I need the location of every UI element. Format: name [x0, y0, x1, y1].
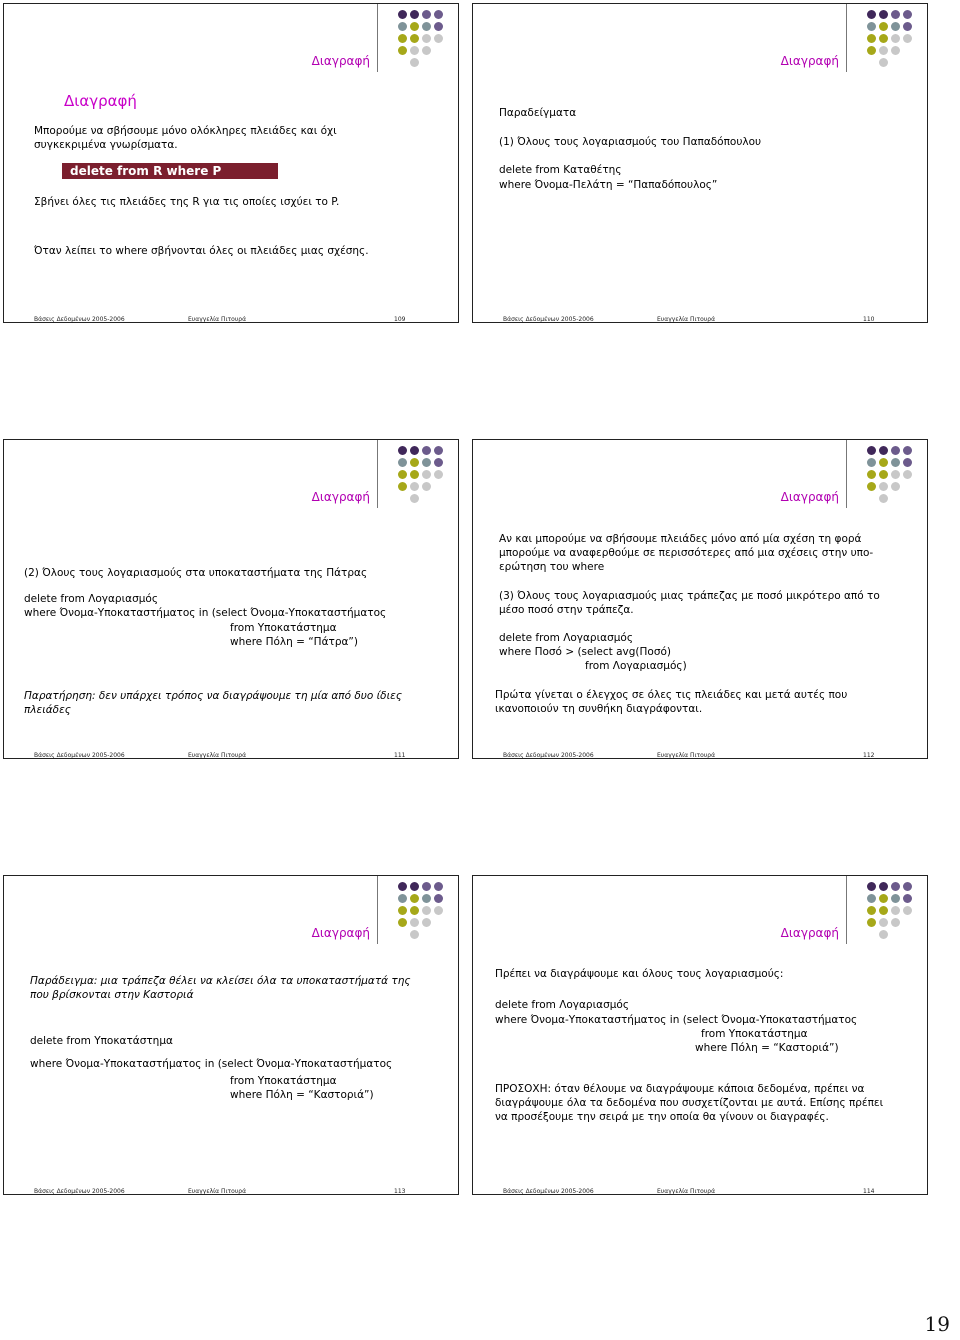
sql-line: from Υποκατάστημα	[230, 1075, 337, 1087]
divider-line	[846, 876, 847, 944]
sql-line: where Πόλη = “Πάτρα”)	[230, 636, 358, 648]
slide-title: Διαγραφή	[780, 54, 839, 68]
decorative-dots	[398, 882, 444, 939]
decorative-dots	[867, 882, 913, 939]
sql-line: where Όνομα-Υποκαταστήματος in (select Όνομα-Υποκαταστήματος	[30, 1058, 393, 1070]
text-line: ΠΡΟΣΟΧΗ: όταν θέλουμε να διαγράψουμε κάποια δεδομένα, πρέπει να	[495, 1083, 865, 1095]
text-line: (2) Όλους τους λογαριασμούς στα υποκαταστήματα της Πάτρας	[24, 567, 368, 579]
sql-line: where Όνομα-Υποκαταστήματος in (select Όνομα-Υποκαταστήματος	[495, 1014, 858, 1026]
sql-line: where Όνομα-Πελάτη = “Παπαδόπουλος”	[499, 179, 718, 191]
sql-line: delete from Καταθέτης	[499, 164, 622, 176]
slide-title: Διαγραφή	[311, 54, 370, 68]
slide-title: Διαγραφή	[780, 926, 839, 940]
text-line: Αν και μπορούμε να σβήσουμε πλειάδες μόνο από μία σχέση τη φορά	[499, 533, 862, 545]
slide-110: Διαγραφή Παραδείγματα (1) Όλους τους λογαριασμούς του Παπαδόπουλου delete from Καταθέτης where Όνομα-Πελάτη = “Παπαδόπουλος” Βάσεις Δεδομένων 2005-2006 Ευαγγελία Πιτουρά 110	[472, 3, 928, 323]
sql-line: where Όνομα-Υποκαταστήματος in (select Όνομα-Υποκαταστήματος	[24, 607, 387, 619]
text-line: να προσέξουμε την σειρά με την οποία θα γίνουν οι διαγραφές.	[495, 1111, 829, 1123]
slide-heading: Διαγραφή	[64, 92, 137, 110]
sql-line: where Πόλη = “Καστοριά”)	[695, 1042, 839, 1054]
text-line: (1) Όλους τους λογαριασμούς του Παπαδόπουλου	[499, 136, 762, 148]
slide-113: Διαγραφή Παράδειγμα: μια τράπεζα θέλει να κλείσει όλα τα υποκαταστήματά της που βρίσκονται στην Καστοριά delete from Υποκατάστημα where Όνομα-Υποκαταστήματος in (select Όνομα-Υποκαταστήματος from Υποκατάστημα where Πόλη = “Καστοριά”) Βάσεις Δεδομένων 2005-2006 Ευαγγελία Πιτουρά 113	[3, 875, 459, 1195]
slide-114: Διαγραφή Πρέπει να διαγράψουμε και όλους τους λογαριασμούς: delete from Λογαριασμός where Όνομα-Υποκαταστήματος in (select Όνομα-Υποκαταστήματος from Υποκατάστημα where Πόλη = “Καστοριά”) ΠΡΟΣΟΧΗ: όταν θέλουμε να διαγράψουμε κάποια δεδομένα, πρέπει να διαγράψουμε όλα τα δεδομένα που συσχετίζονται με αυτά. Επίσης πρέπει να προσέξουμε την σειρά με την οποία θα γίνουν οι διαγραφές. Βάσεις Δεδομένων 2005-2006 Ευαγγελία Πιτουρά 114	[472, 875, 928, 1195]
decorative-dots	[398, 10, 444, 67]
text-line: ερώτηση του where	[499, 561, 605, 573]
text-line: Μπορούμε να σβήσουμε μόνο ολόκληρες πλειάδες και όχι	[34, 125, 337, 137]
text-line: Παραδείγματα	[499, 107, 577, 119]
sql-line: delete from Λογαριασμός	[495, 999, 629, 1011]
text-line: μέσο ποσό στην τράπεζα.	[499, 604, 634, 616]
sql-line: from Λογαριασμός)	[585, 660, 687, 672]
text-line: που βρίσκονται στην Καστοριά	[30, 989, 194, 1001]
slide-111: Διαγραφή (2) Όλους τους λογαριασμούς στα υποκαταστήματα της Πάτρας delete from Λογαριασμός where Όνομα-Υποκαταστήματος in (select Όνομα-Υποκαταστήματος from Υποκατάστημα where Πόλη = “Πάτρα”) Παρατήρηση: δεν υπάρχει τρόπος να διαγράψουμε τη μία από δυο ίδιες πλειάδες Βάσεις Δεδομένων 2005-2006 Ευαγγελία Πιτουρά 111	[3, 439, 459, 759]
text-line: Παρατήρηση: δεν υπάρχει τρόπος να διαγράψουμε τη μία από δυο ίδιες	[24, 690, 402, 702]
text-line: Πρέπει να διαγράψουμε και όλους τους λογαριασμούς:	[495, 968, 784, 980]
text-line: Πρώτα γίνεται ο έλεγχος σε όλες τις πλειάδες και μετά αυτές που	[495, 689, 848, 701]
divider-line	[846, 4, 847, 72]
sql-line: where Ποσό > (select avg(Ποσό)	[499, 646, 671, 658]
sql-line: where Πόλη = “Καστοριά”)	[230, 1089, 374, 1101]
text-line: συγκεκριμένα γνωρίσματα.	[34, 139, 178, 151]
decorative-dots	[867, 446, 913, 503]
sql-line: from Υποκατάστημα	[230, 622, 337, 634]
text-line: Παράδειγμα: μια τράπεζα θέλει να κλείσει όλα τα υποκαταστήματά της	[30, 975, 411, 987]
decorative-dots	[867, 10, 913, 67]
divider-line	[377, 876, 378, 944]
slide-109: Διαγραφή Διαγραφή Μπορούμε να σβήσουμε μόνο ολόκληρες πλειάδες και όχι συγκεκριμένα γνωρίσματα. delete from R where P Σβήνει όλες τις πλειάδες της R για τις οποίες ισχύει το P. Όταν λείπει το where σβήνονται όλες οι πλειάδες μιας σχέσης. Βάσεις Δεδομένων 2005-2006 Ευαγγελία Πιτουρά 109	[3, 3, 459, 323]
decorative-dots	[398, 446, 444, 503]
text-line: (3) Όλους τους λογαριασμούς μιας τράπεζας με ποσό μικρότερο από το	[499, 590, 880, 602]
text-line: Σβήνει όλες τις πλειάδες της R για τις οποίες ισχύει το P.	[34, 196, 340, 208]
slide-title: Διαγραφή	[311, 490, 370, 504]
text-line: Όταν λείπει το where σβήνονται όλες οι πλειάδες μιας σχέσης.	[34, 245, 369, 257]
text-line: διαγράψουμε όλα τα δεδομένα που συσχετίζονται με αυτά. Επίσης πρέπει	[495, 1097, 884, 1109]
sql-bar: delete from R where P	[62, 163, 278, 179]
sql-line: delete from Λογαριασμός	[499, 632, 633, 644]
sql-line: delete from Λογαριασμός	[24, 593, 158, 605]
slide-title: Διαγραφή	[311, 926, 370, 940]
slide-title: Διαγραφή	[780, 490, 839, 504]
slide-112: Διαγραφή Αν και μπορούμε να σβήσουμε πλειάδες μόνο από μία σχέση τη φορά μπορούμε να αναφερθούμε σε περισσότερες από μια σχέσεις στην υπο- ερώτηση του where (3) Όλους τους λογαριασμούς μιας τράπεζας με ποσό μικρότερο από το μέσο ποσό στην τράπεζα. delete from Λογαριασμός where Ποσό > (select avg(Ποσό) from Λογαριασμός) Πρώτα γίνεται ο έλεγχος σε όλες τις πλειάδες και μετά αυτές που ικανοποιούν τη συνθήκη διαγράφονται. Βάσεις Δεδομένων 2005-2006 Ευαγγελία Πιτουρά 112	[472, 439, 928, 759]
divider-line	[846, 440, 847, 508]
divider-line	[377, 440, 378, 508]
text-line: ικανοποιούν τη συνθήκη διαγράφονται.	[495, 703, 703, 715]
page-number: 19	[924, 1312, 950, 1336]
sql-line: from Υποκατάστημα	[701, 1028, 808, 1040]
sql-line: delete from Υποκατάστημα	[30, 1035, 173, 1047]
text-line: πλειάδες	[24, 704, 71, 716]
divider-line	[377, 4, 378, 72]
text-line: μπορούμε να αναφερθούμε σε περισσότερες από μια σχέσεις στην υπο-	[499, 547, 874, 559]
